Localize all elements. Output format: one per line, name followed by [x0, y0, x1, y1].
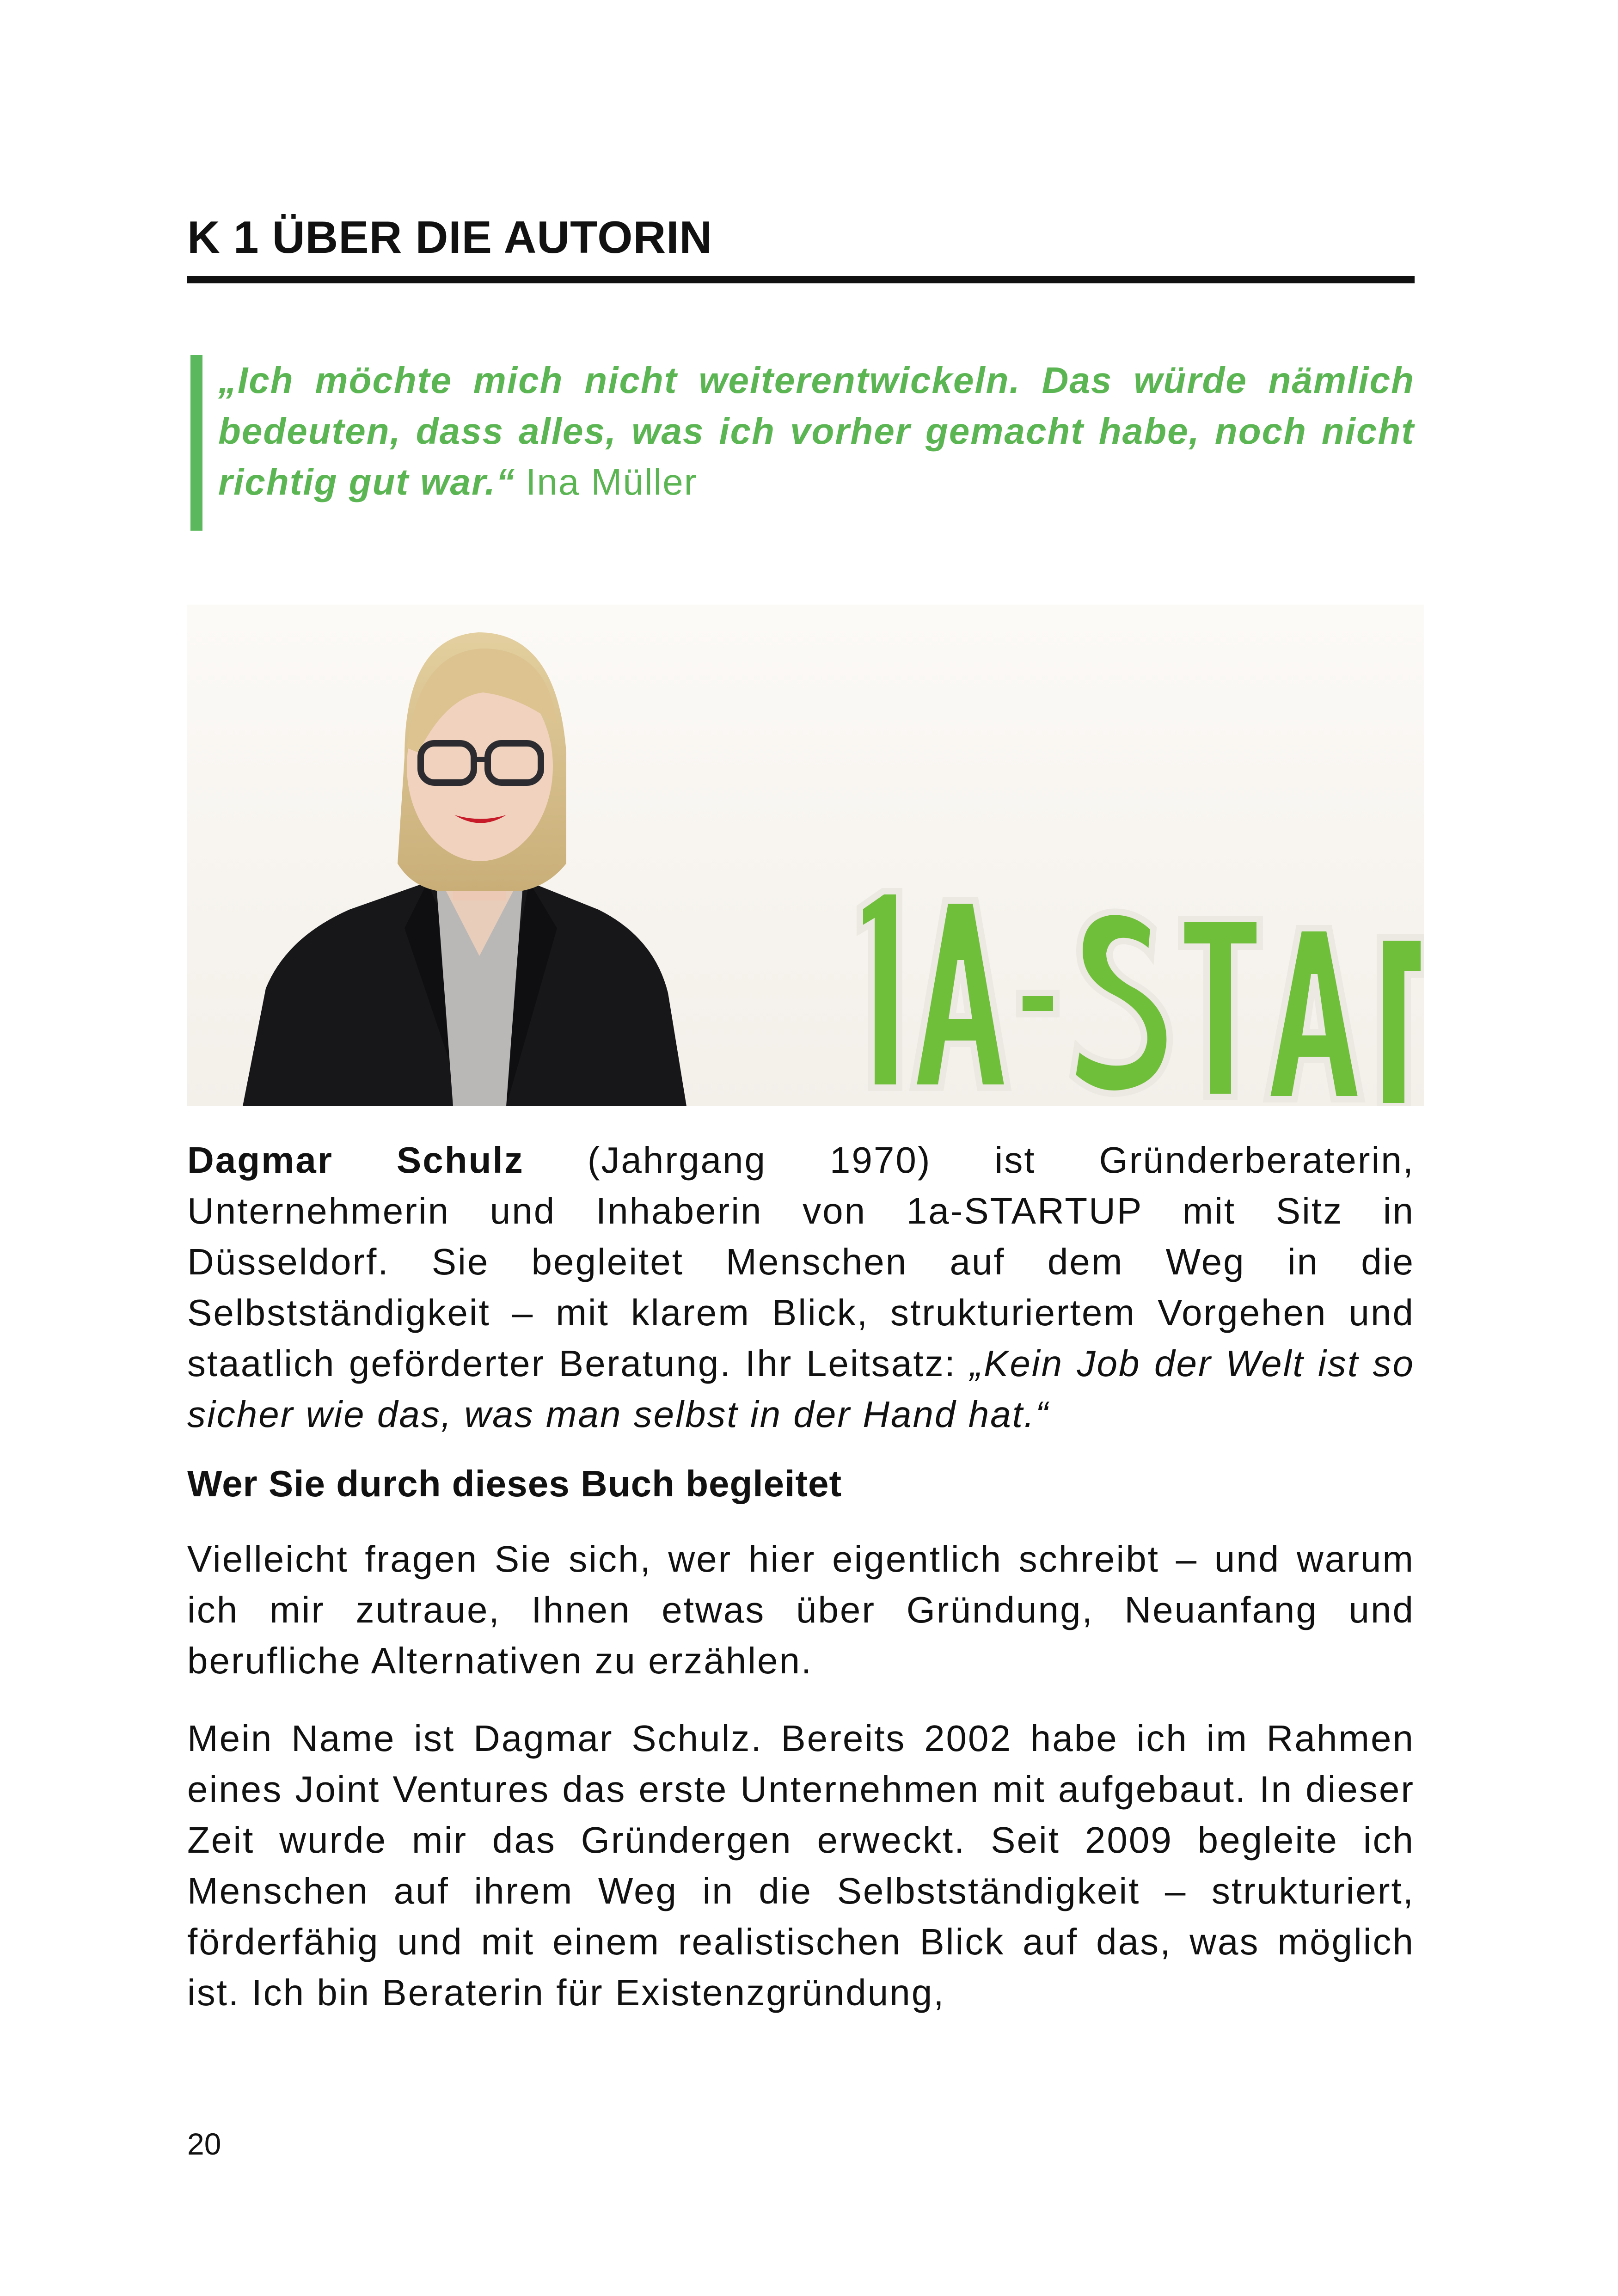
- author-bio: [187, 1135, 1415, 1440]
- quote-text: „Ich möchte mich nicht weiterentwickeln. Das würde nämlich bedeuten, dass alles, was ich vorher gemacht habe, noch nicht richtig gut war.“: [218, 360, 1415, 502]
- author-photo: [187, 605, 1424, 1106]
- author-name: Dagmar Schulz: [187, 1139, 524, 1181]
- paragraph-intro: Vielleicht fragen Sie sich, wer hier eigentlich schreibt – und warum ich mir zutraue, Ihnen etwas über Gründung, Neuanfang und berufliche Alternativen zu erzählen.: [187, 1538, 1415, 1681]
- section-heading: Wer Sie durch dieses Buch begleitet: [187, 1463, 842, 1504]
- author-bio-text: (Jahrgang 1970) ist Gründerberaterin, Unternehmerin und Inhaberin von 1a-STARTUP mit Sitz in Düsseldorf. Sie begleitet Menschen auf dem Weg in die Selbstständigkeit – mit klarem Blick, strukturiertem Vorgehen und staatlich geförderter Beratung. Ihr Leitsatz:: [187, 1139, 1415, 1384]
- chapter-title: K 1 ÜBER DIE AUTORIN: [187, 212, 713, 263]
- author-photo-illustration: [187, 605, 1424, 1106]
- quote-accent-bar: [190, 355, 202, 531]
- quote-author: Ina Müller: [526, 461, 698, 502]
- title-rule: [187, 276, 1415, 283]
- paragraph-background: Mein Name ist Dagmar Schulz. Bereits 2002 habe ich im Rahmen eines Joint Ventures das erste Unternehmen mit aufgebaut. In dieser Zeit wurde mir das Gründergen erweckt. Seit 2009 begleite ich Menschen auf ihrem Weg in die Selbstständigkeit – strukturiert, förderfähig und mit einem realistischen Blick auf das, was möglich ist. Ich bin Beraterin für Existenzgründung,: [187, 1718, 1415, 2013]
- quote-paragraph: [218, 355, 1415, 508]
- page-number: 20: [187, 2127, 221, 2161]
- author-motto: „Kein Job der Welt ist so sicher wie das, was man selbst in der Hand hat.“: [187, 1343, 1415, 1435]
- epigraph-quote: [190, 355, 1415, 531]
